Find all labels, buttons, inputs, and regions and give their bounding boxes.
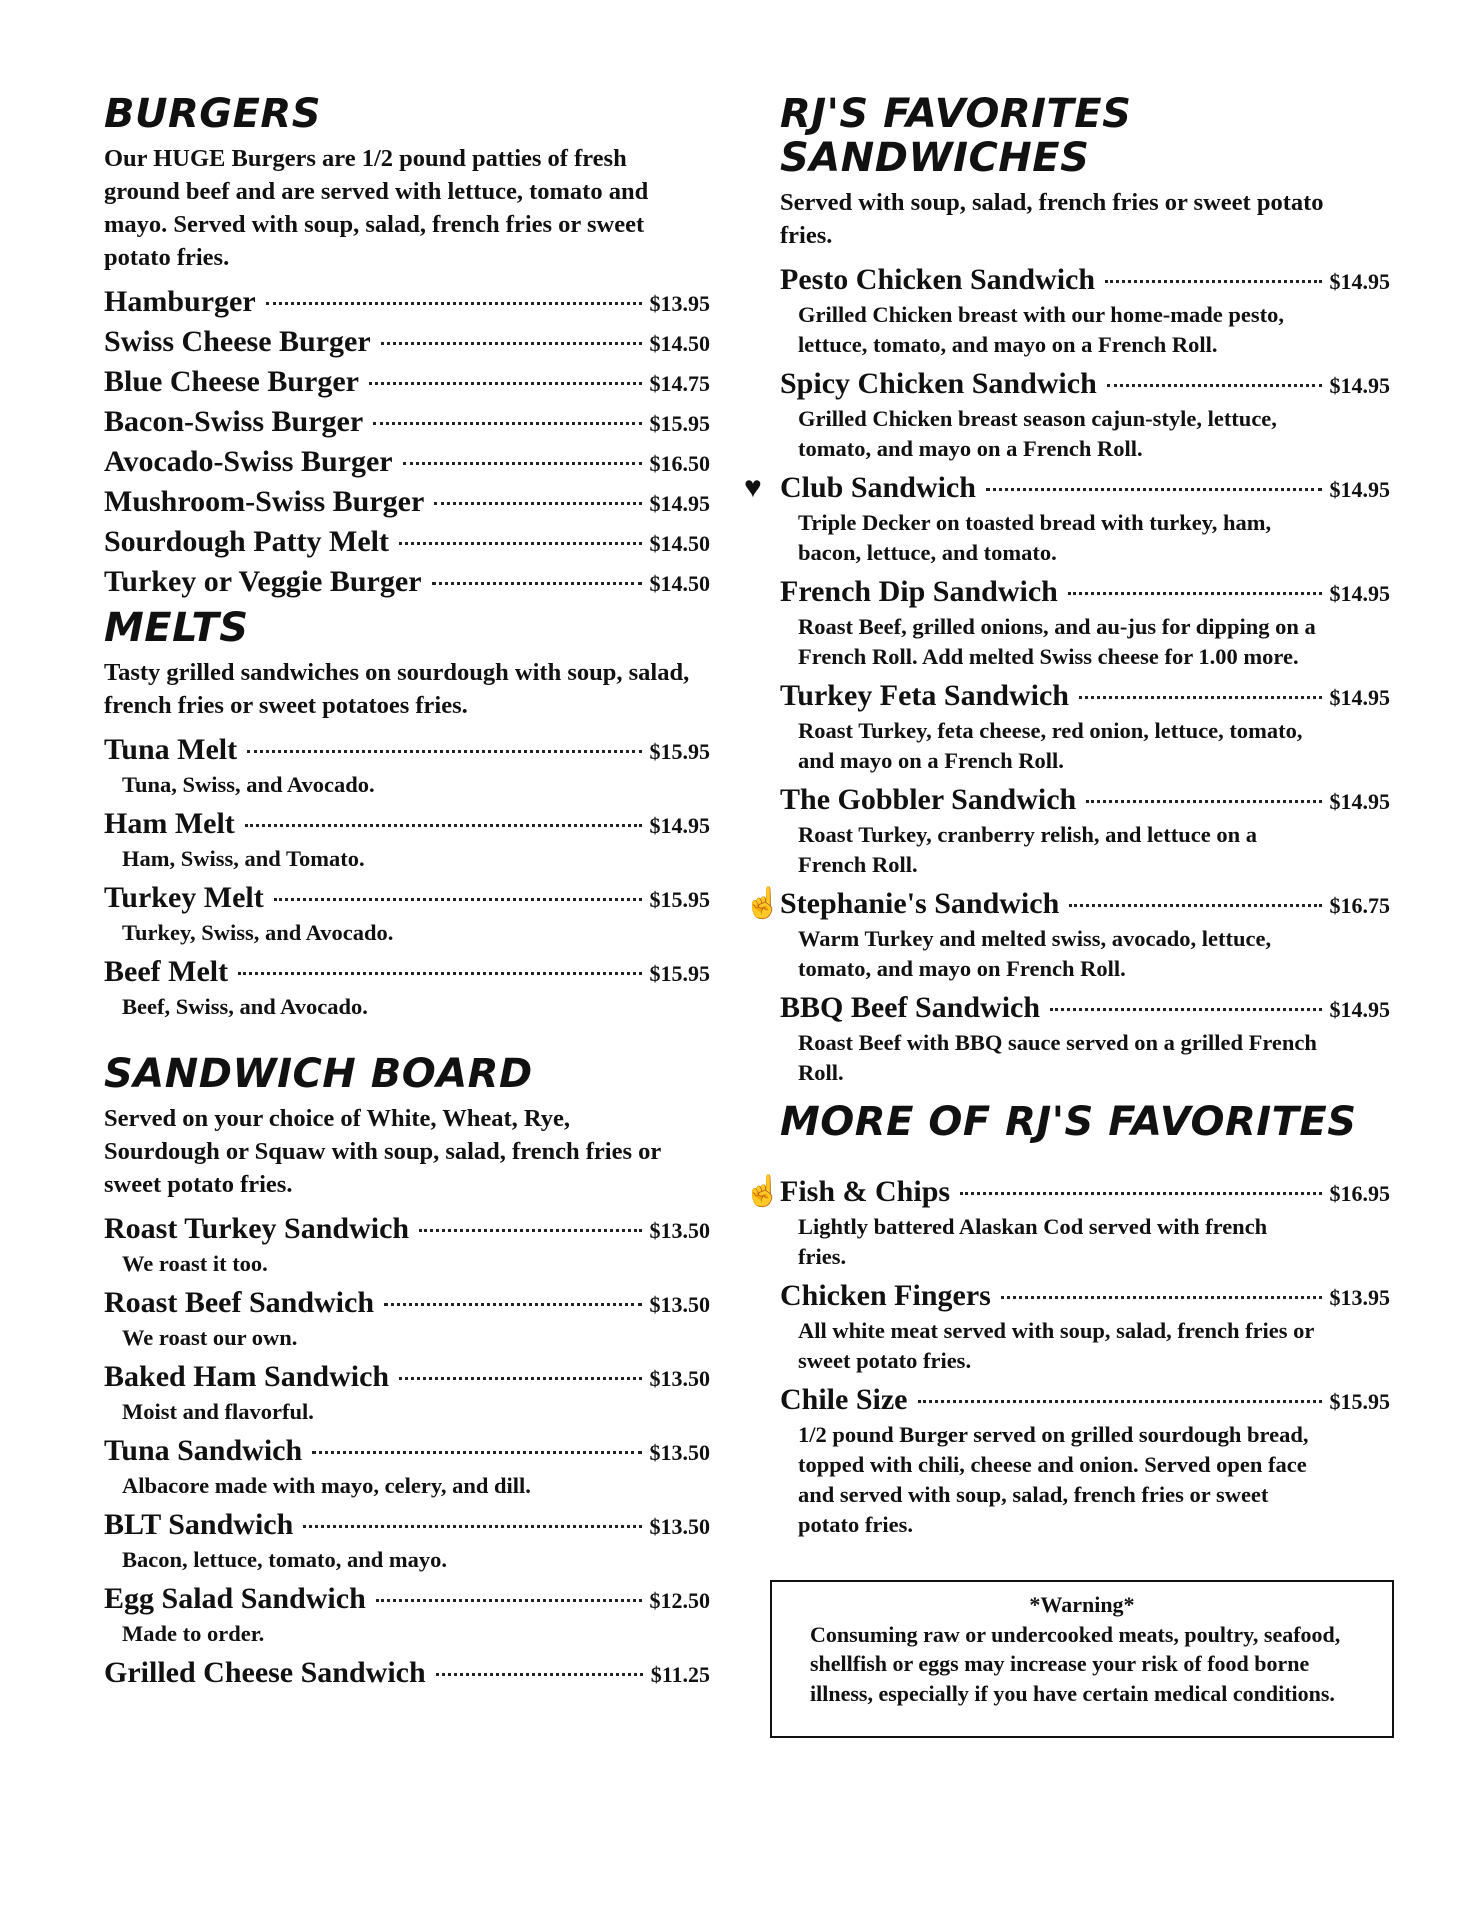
item-line [104, 878, 710, 918]
item-name: BLT Sandwich [104, 1508, 294, 1541]
left-column [104, 92, 710, 1693]
item-name: Chile Size [780, 1383, 908, 1416]
item-name: Tuna Melt [104, 733, 238, 766]
item-line [104, 402, 710, 442]
item-description: Triple Decker on toasted bread with turkey, ham, bacon, lettuce, and tomato. [798, 510, 1272, 565]
item-name: Roast Turkey Sandwich [104, 1212, 410, 1245]
dot-leader [381, 342, 642, 345]
item-price: $16.95 [1329, 1181, 1390, 1206]
item-line [780, 572, 1390, 612]
item-price: $15.95 [649, 961, 710, 986]
dot-leader [373, 422, 641, 425]
item-line [104, 1431, 710, 1471]
section-title: MORE OF RJ'S FAVORITES [780, 1099, 1357, 1145]
section-description: Served with soup, salad, french fries or sweet potato fries. [780, 189, 1324, 249]
item-price: $14.95 [649, 813, 710, 838]
item-price: $15.95 [649, 411, 710, 436]
dot-leader [1107, 384, 1322, 387]
item-price: $14.95 [1329, 581, 1390, 606]
melts-section [104, 606, 710, 1022]
dot-leader [1068, 592, 1322, 595]
menu-item-baked-ham-sandwich [104, 1357, 710, 1427]
menu-item-stephanie-s-sandwich [744, 884, 1390, 984]
item-price: $13.50 [649, 1292, 710, 1317]
item-line [104, 1653, 710, 1693]
item-description: Turkey, Swiss, and Avocado. [122, 920, 394, 945]
menu-item-roast-beef-sandwich [104, 1283, 710, 1353]
dot-leader [436, 1673, 643, 1676]
menu-item-swiss-cheese-burger [104, 322, 710, 362]
item-price: $14.50 [649, 531, 710, 556]
menu-item-bacon-swiss-burger [104, 402, 710, 442]
item-price: $15.95 [649, 739, 710, 764]
item-line [780, 1276, 1390, 1316]
item-price: $14.95 [1329, 789, 1390, 814]
dot-leader [376, 1599, 642, 1602]
dot-leader [960, 1192, 1321, 1195]
dot-leader [369, 382, 642, 385]
item-name: Blue Cheese Burger [104, 365, 359, 398]
section-description: Tasty grilled sandwiches on sourdough with soup, salad, french fries or sweet potatoes fries. [104, 659, 690, 719]
item-line [780, 468, 1390, 508]
menu-item-grilled-cheese-sandwich [104, 1653, 710, 1693]
item-price: $14.95 [1329, 373, 1390, 398]
dot-leader [1086, 800, 1321, 803]
dot-leader [1079, 696, 1322, 699]
menu-item-pesto-chicken-sandwich [780, 260, 1390, 360]
item-line [104, 1357, 710, 1397]
item-description: Tuna, Swiss, and Avocado. [122, 772, 375, 797]
item-description: Roast Beef, grilled onions, and au-jus for dipping on a French Roll. Add melted Swiss cheese for 1.00 more. [798, 614, 1316, 669]
item-line [104, 322, 710, 362]
dot-leader [303, 1525, 641, 1528]
menu-item-egg-salad-sandwich [104, 1579, 710, 1649]
section-description: Served on your choice of White, Wheat, Rye, Sourdough or Squaw with soup, salad, french fries or sweet potato fries. [104, 1105, 661, 1198]
item-line [104, 562, 710, 602]
item-price: $13.50 [649, 1440, 710, 1465]
sandwich-board-section [104, 1052, 710, 1693]
item-description: Warm Turkey and melted swiss, avocado, lettuce, tomato, and mayo on French Roll. [798, 926, 1272, 981]
item-name: Baked Ham Sandwich [104, 1360, 390, 1393]
menu-item-blt-sandwich [104, 1505, 710, 1575]
warning-text: Consuming raw or undercooked meats, poultry, seafood, shellfish or eggs may increase your risk of food borne illness, especially if you have certain medical conditions. [810, 1621, 1341, 1706]
section-title: BURGERS [104, 91, 322, 137]
item-description: We roast our own. [122, 1325, 298, 1350]
section-title: RJ'S FAVORITES SANDWICHES [780, 91, 1132, 181]
thumbs-up-icon: ☝ [744, 1175, 782, 1208]
item-name: Pesto Chicken Sandwich [780, 263, 1096, 296]
item-description: Albacore made with mayo, celery, and dill. [122, 1473, 531, 1498]
item-line [780, 364, 1390, 404]
item-name: Ham Melt [104, 807, 235, 840]
dot-leader [384, 1303, 641, 1306]
favorites-section [744, 91, 1390, 1088]
item-price: $14.50 [649, 331, 710, 356]
item-line [104, 482, 710, 522]
dot-leader [918, 1400, 1322, 1403]
heart-icon: ♥ [744, 471, 762, 504]
item-name: Roast Beef Sandwich [104, 1286, 375, 1319]
warning-title: *Warning* [1029, 1592, 1135, 1617]
item-line [104, 1579, 710, 1619]
item-description: Roast Beef with BBQ sauce served on a grilled French Roll. [798, 1030, 1317, 1085]
item-name: Grilled Cheese Sandwich [104, 1656, 426, 1689]
menu-item-blue-cheese-burger [104, 362, 710, 402]
item-name: Bacon-Swiss Burger [104, 405, 364, 438]
item-price: $14.50 [649, 571, 710, 596]
menu-item-bbq-beef-sandwich [780, 988, 1390, 1088]
dot-leader [1001, 1296, 1322, 1299]
item-name: Turkey Feta Sandwich [780, 679, 1069, 712]
item-line [104, 1209, 710, 1249]
item-name: Mushroom-Swiss Burger [104, 485, 425, 518]
dot-leader [432, 582, 642, 585]
item-name: Chicken Fingers [780, 1279, 991, 1312]
dot-leader [403, 462, 642, 465]
item-price: $13.50 [649, 1514, 710, 1539]
item-price: $13.95 [1329, 1285, 1390, 1310]
item-description: All white meat served with soup, salad, french fries or sweet potato fries. [798, 1318, 1315, 1373]
item-price: $11.25 [650, 1662, 710, 1687]
dot-leader [1069, 904, 1321, 907]
item-price: $16.75 [1329, 893, 1390, 918]
item-line [104, 1505, 710, 1545]
menu-item-chile-size [780, 1380, 1390, 1540]
item-price: $14.95 [1329, 997, 1390, 1022]
item-name: Club Sandwich [780, 471, 976, 504]
dot-leader [1105, 280, 1321, 283]
dot-leader [266, 302, 642, 305]
item-price: $13.50 [649, 1218, 710, 1243]
item-name: Sourdough Patty Melt [104, 525, 389, 558]
item-description: We roast it too. [122, 1251, 268, 1276]
section-title: MELTS [104, 605, 249, 651]
item-name: Egg Salad Sandwich [104, 1582, 366, 1615]
item-line [780, 1380, 1390, 1420]
item-line [780, 676, 1390, 716]
more-favorites-section [744, 1099, 1390, 1540]
dot-leader [419, 1229, 641, 1232]
item-price: $16.50 [649, 451, 710, 476]
item-description: Bacon, lettuce, tomato, and mayo. [122, 1547, 447, 1572]
item-description: Grilled Chicken breast with our home-made pesto, lettuce, tomato, and mayo on a French Roll. [798, 302, 1285, 357]
item-price: $15.95 [1329, 1389, 1390, 1414]
menu-item-spicy-chicken-sandwich [780, 364, 1390, 464]
burgers-section [104, 92, 710, 602]
item-name: Hamburger [104, 285, 256, 318]
dot-leader [399, 1377, 641, 1380]
item-price: $14.95 [1329, 685, 1390, 710]
item-line [104, 442, 710, 482]
menu-item-fish-chips [744, 1172, 1390, 1272]
item-name: BBQ Beef Sandwich [780, 991, 1041, 1024]
item-price: $13.50 [649, 1366, 710, 1391]
right-column [744, 91, 1390, 1540]
item-line [780, 988, 1390, 1028]
item-name: Turkey or Veggie Burger [104, 565, 422, 598]
menu-item-roast-turkey-sandwich [104, 1209, 710, 1279]
item-description: 1/2 pound Burger served on grilled sourdough bread, topped with chili, cheese and onion. Served open face and served with soup, salad, french fries or sweet potato fries. [798, 1422, 1309, 1537]
item-price: $14.95 [1329, 477, 1390, 502]
dot-leader [986, 488, 1322, 491]
menu-item-mushroom-swiss-burger [104, 482, 710, 522]
section-description: Our HUGE Burgers are 1/2 pound patties of fresh ground beef and are served with lettuce, tomato and mayo. Served with soup, salad, french fries or sweet potato fries. [104, 145, 649, 271]
item-price: $12.50 [649, 1588, 710, 1613]
item-line [780, 780, 1390, 820]
item-line [780, 260, 1390, 300]
item-name: Tuna Sandwich [104, 1434, 303, 1467]
item-price: $15.95 [649, 887, 710, 912]
item-line [104, 804, 710, 844]
item-description: Roast Turkey, cranberry relish, and lettuce on a French Roll. [798, 822, 1257, 877]
item-name: The Gobbler Sandwich [780, 783, 1077, 816]
warning-box [770, 1580, 1394, 1738]
item-description: Roast Turkey, feta cheese, red onion, lettuce, tomato, and mayo on a French Roll. [798, 718, 1303, 773]
section-title: SANDWICH BOARD [104, 1051, 533, 1097]
item-name: Avocado-Swiss Burger [104, 445, 393, 478]
dot-leader [247, 750, 641, 753]
item-price: $14.95 [649, 491, 710, 516]
dot-leader [1050, 1008, 1321, 1011]
item-price: $13.95 [649, 291, 710, 316]
item-description: Made to order. [122, 1621, 265, 1646]
menu-item-french-dip-sandwich [780, 572, 1390, 672]
item-name: Fish & Chips [780, 1175, 951, 1208]
item-name: Turkey Melt [104, 881, 264, 914]
menu-item-sourdough-patty-melt [104, 522, 710, 562]
item-line [104, 730, 710, 770]
menu-item-hamburger [104, 282, 710, 322]
item-line [104, 522, 710, 562]
menu-item-turkey-feta-sandwich [780, 676, 1390, 776]
item-line [780, 1172, 1390, 1212]
menu-item-tuna-sandwich [104, 1431, 710, 1501]
menu-item-tuna-melt [104, 730, 710, 800]
thumbs-up-icon: ☝ [744, 887, 782, 920]
menu-item-turkey-or-veggie-burger [104, 562, 710, 602]
item-description: Beef, Swiss, and Avocado. [122, 994, 368, 1019]
item-name: Spicy Chicken Sandwich [780, 367, 1097, 400]
item-description: Moist and flavorful. [122, 1399, 314, 1424]
item-name: Swiss Cheese Burger [104, 325, 371, 358]
menu-item-ham-melt [104, 804, 710, 874]
dot-leader [274, 898, 642, 901]
menu-item-turkey-melt [104, 878, 710, 948]
item-description: Grilled Chicken breast season cajun-style, lettuce, tomato, and mayo on a French Roll. [798, 406, 1277, 461]
item-line [104, 362, 710, 402]
item-line [780, 884, 1390, 924]
dot-leader [434, 502, 641, 505]
item-price: $14.75 [649, 371, 710, 396]
menu-item-avocado-swiss-burger [104, 442, 710, 482]
menu-item-the-gobbler-sandwich [780, 780, 1390, 880]
menu-item-club-sandwich [744, 468, 1390, 568]
item-description: Ham, Swiss, and Tomato. [122, 846, 365, 871]
menu-item-beef-melt [104, 952, 710, 1022]
item-price: $14.95 [1329, 269, 1390, 294]
dot-leader [399, 542, 642, 545]
item-line [104, 952, 710, 992]
dot-leader [238, 972, 641, 975]
item-name: French Dip Sandwich [780, 575, 1058, 608]
dot-leader [245, 824, 642, 827]
item-line [104, 1283, 710, 1323]
item-line [104, 282, 710, 322]
menu-item-chicken-fingers [780, 1276, 1390, 1376]
item-name: Beef Melt [104, 955, 229, 988]
dot-leader [312, 1451, 641, 1454]
item-description: Lightly battered Alaskan Cod served with french fries. [798, 1214, 1268, 1269]
item-name: Stephanie's Sandwich [780, 887, 1060, 920]
